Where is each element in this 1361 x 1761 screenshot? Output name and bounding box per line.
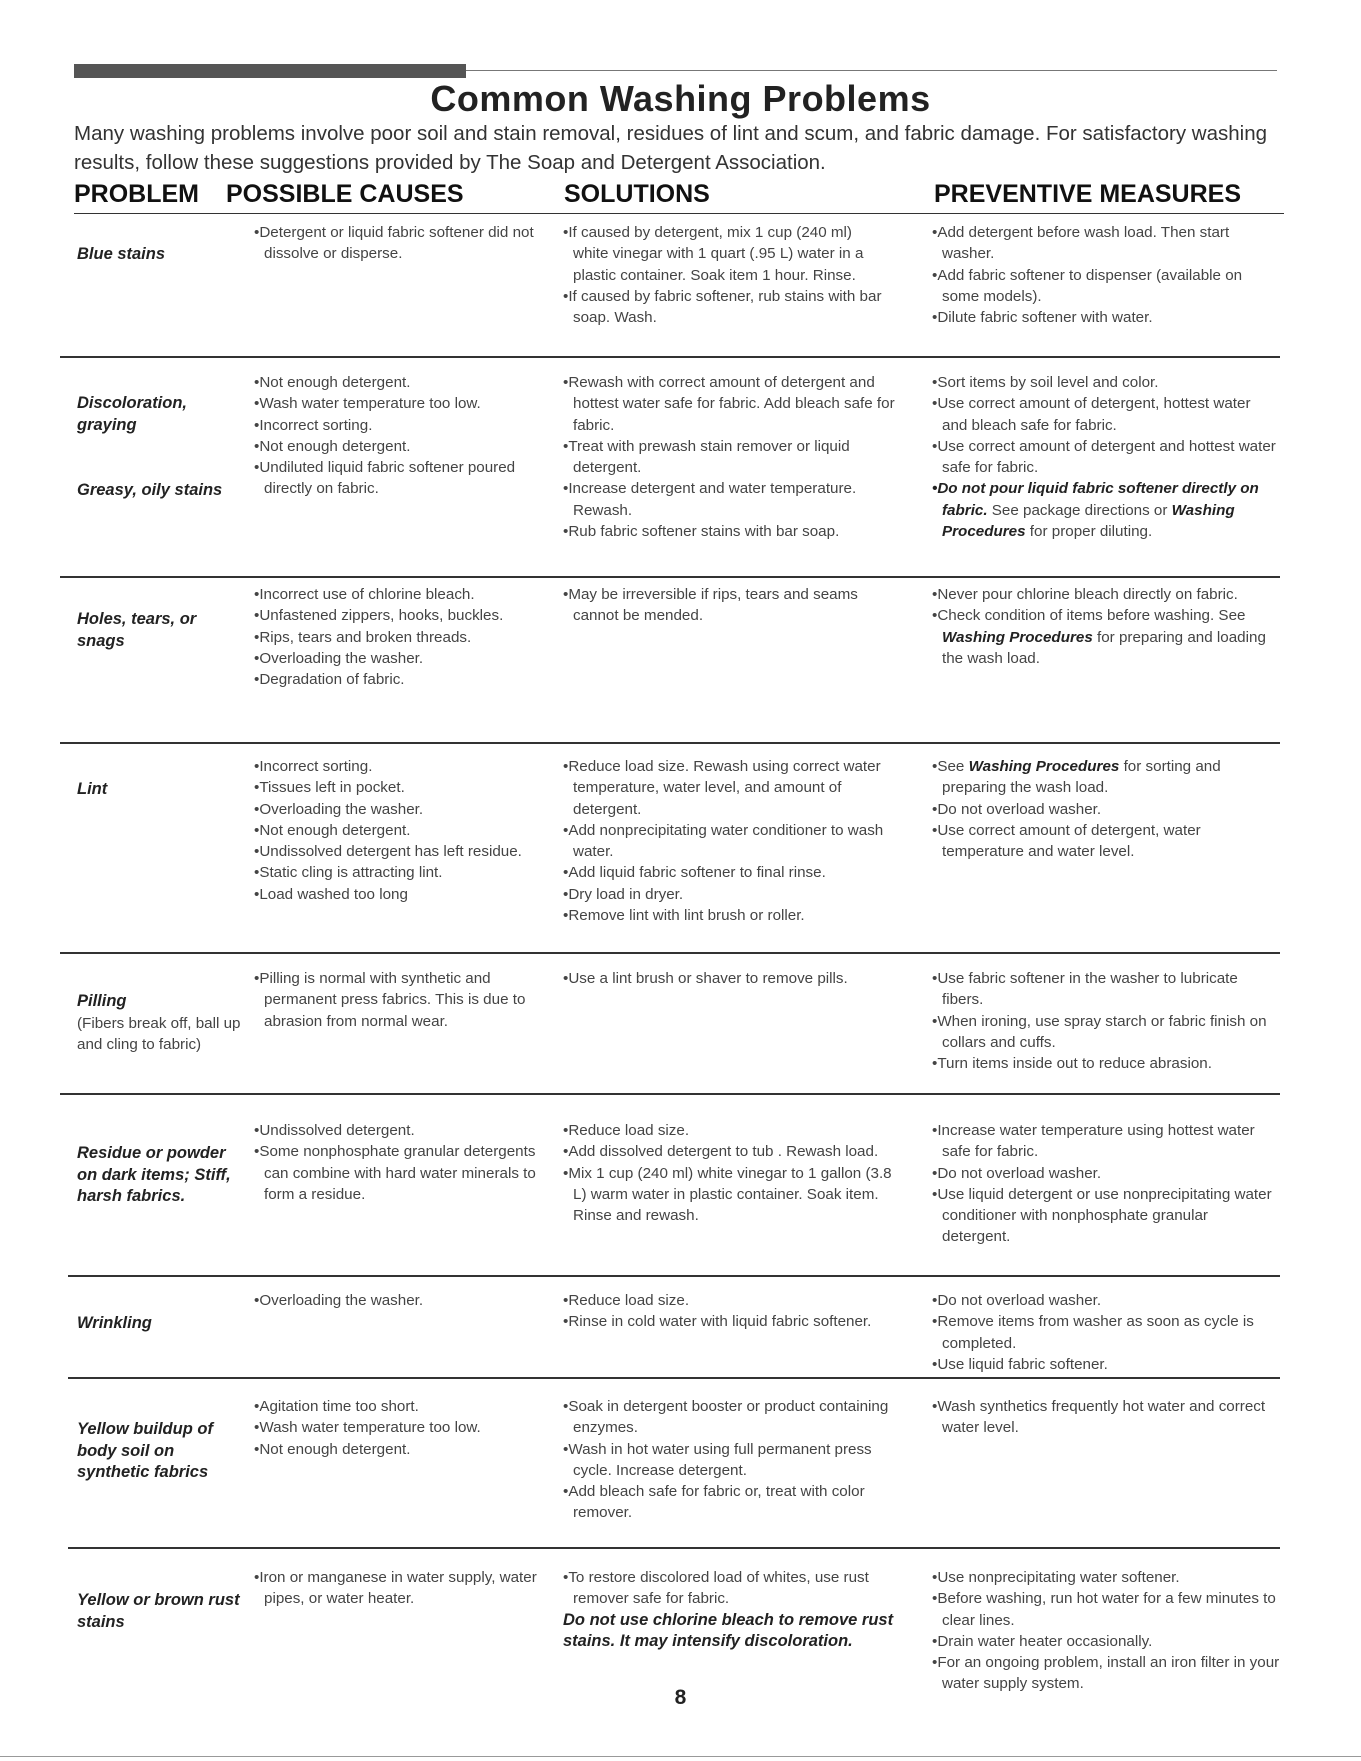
preventive-item-softener [932,478,1280,542]
bottom-edge-line [0,1756,1361,1757]
causes-wrinkling [254,1290,544,1311]
header-rule [74,213,1284,214]
cause-item: •Iron or manganese in water supply, water pipes, or water heater. [254,1569,537,1608]
preventive-pilling [932,968,1280,1074]
preventive-item: •Increase water temperature using hottest water safe for fabric. [932,1122,1255,1161]
cause-item: •Not enough detergent. [254,821,411,839]
preventive-rust-stains [932,1567,1280,1695]
preventive-item: •Add detergent before wash load. Then start washer. [932,224,1230,263]
solution-item: •Mix 1 cup (240 ml) white vinegar to 1 gallon (3.8 L) warm water in plastic container. Soak item. Rinse and rewash. [563,1164,892,1225]
causes-pilling [254,968,544,1032]
cause-item: •Degradation of fabric. [254,671,405,689]
page-title: Common Washing Problems [430,78,931,119]
solutions-lint [563,756,903,926]
preventive-item: •For an ongoing problem, install an iron filter in your water supply system. [932,1654,1280,1693]
solution-item: •Add dissolved detergent to tub . Rewash load. [563,1143,879,1161]
top-rule-thick [74,64,466,78]
problem-discoloration: Discoloration, graying [77,394,188,434]
row-divider [68,1547,1280,1549]
solution-item: •If caused by detergent, mix 1 cup (240 ml) white vinegar with 1 quart (.95 L) water in a plastic container. Soak item 1 hour. Rinse. [563,224,864,284]
cause-item: •Tissues left in pocket. [254,779,405,797]
cause-item: •Overloading the washer. [254,800,424,818]
preventive-item: •Use liquid detergent or use nonprecipitating water conditioner with nonphosphate granular detergent. [932,1185,1272,1246]
preventive-text: for sorting and preparing the wash load. [942,758,1221,797]
causes-lint [254,756,544,905]
problem-pilling: Pilling [77,992,127,1010]
top-rule-thin [466,70,1277,71]
intro-line-2: results, follow these suggestions provided by The Soap and Detergent Association. [74,151,826,174]
row-divider [60,356,1280,358]
preventive-item: •Before washing, run hot water for a few minutes to clear lines. [932,1590,1276,1629]
solution-item: •Dry load in dryer. [563,885,684,903]
washing-procedures-ref: Washing Procedures [942,501,1235,541]
column-headers [74,180,1284,214]
causes-residue [254,1120,544,1205]
preventive-item: •Do not overload washer. [932,1292,1102,1309]
solution-item: •Treat with prewash stain remover or liquid detergent. [563,437,850,477]
solution-item: •Add bleach safe for fabric or, treat with color remover. [563,1483,865,1522]
cause-item: •Not enough detergent. [254,1440,411,1458]
preventive-text: for proper diluting. [1025,523,1153,541]
cause-item: •Overloading the washer. [254,649,424,667]
intro-text [74,119,1284,177]
causes-holes-tears [254,584,544,690]
solution-item: •Soak in detergent booster or product containing enzymes. [563,1398,889,1437]
preventive-item: •Do not overload washer. [932,1164,1102,1182]
solution-item: •Wash in hot water using full permanent press cycle. Increase detergent. [563,1440,872,1479]
cause-item: •Undiluted liquid fabric softener poured directly on fabric. [254,459,516,498]
problem-residue: Residue or powder on dark items; Stiff, harsh fabrics. [77,1144,231,1205]
preventive-residue [932,1120,1280,1248]
causes-blue-stains [254,222,544,265]
preventive-item-check [932,605,1280,669]
preventive-item: •Wash synthetics frequently hot water and correct water level. [932,1398,1266,1437]
solution-item: •Add liquid fabric softener to final rinse. [563,864,826,882]
preventive-wrinkling [932,1290,1280,1375]
washing-procedures-ref: Washing Procedures [968,758,1120,775]
cause-item: •Not enough detergent. [254,374,411,391]
preventive-item: •Remove items from washer as soon as cycle is completed. [932,1313,1254,1352]
preventive-item-see [932,756,1280,799]
solution-item: •Reduce load size. [563,1122,690,1139]
row-divider [68,1275,1280,1277]
header-problem: PROBLEM [74,180,199,208]
problem-lint: Lint [77,780,108,798]
solution-item: •Reduce load size. Rewash using correct water temperature, water level, and amount of detergent. [563,758,881,818]
top-rule [74,64,1277,78]
causes-rust-stains [254,1567,544,1610]
cause-item: •Undissolved detergent. [254,1122,415,1139]
problem-wrinkling: Wrinkling [77,1314,152,1332]
preventive-item: •Sort items by soil level and color. [932,374,1159,391]
cause-item: •Static cling is attracting lint. [254,864,443,882]
solutions-holes-tears [563,584,883,627]
preventive-blue-stains [932,222,1280,328]
solution-item: •Rub fabric softener stains with bar soap. [563,523,840,541]
problem-blue-stains: Blue stains [77,245,166,263]
solution-item: •To restore discolored load of whites, use rust remover safe for fabric. [563,1569,869,1608]
cause-item: •Some nonphosphate granular detergents can combine with hard water minerals to form a residue. [254,1143,536,1203]
problem-holes-tears: Holes, tears, or snags [77,610,197,650]
preventive-item: •Use liquid fabric softener. [932,1355,1108,1373]
solution-item: •Add nonprecipitating water conditioner to wash water. [563,821,884,861]
preventive-item: •Dilute fabric softener with water. [932,309,1153,327]
preventive-text: •See [932,758,969,775]
preventive-item: •Add fabric softener to dispenser (available on some models). [932,266,1243,305]
solution-item: •If caused by fabric softener, rub stains with bar soap. Wash. [563,287,882,327]
row-divider [68,1377,1280,1379]
cause-item: •Incorrect use of chlorine bleach. [254,586,475,603]
preventive-discoloration [932,372,1280,542]
preventive-text: •Check condition of items before washing. See [932,607,1246,625]
causes-yellow-buildup [254,1396,544,1460]
cause-item: •Not enough detergent. [254,437,411,455]
cause-item: •Rips, tears and broken threads. [254,628,472,646]
washing-procedures-ref: Washing Procedures [942,628,1093,646]
cause-item: •Incorrect sorting. [254,758,373,775]
solution-item: •May be irreversible if rips, tears and seams cannot be mended. [563,586,858,625]
row-divider [60,952,1280,954]
preventive-yellow-buildup [932,1396,1280,1439]
cause-item: •Wash water temperature too low. [254,395,481,413]
preventive-item: •Turn items inside out to reduce abrasion. [932,1055,1212,1073]
preventive-text: for preparing and loading the wash load. [942,628,1266,667]
solution-warning: Do not use chlorine bleach to remove rust stains. It may intensify discoloration. [563,1610,894,1650]
solution-item: •Increase detergent and water temperature. Rewash. [563,480,857,519]
cause-item: •Undissolved detergent has left residue. [254,843,522,861]
problem-rust-stains: Yellow or brown rust stains [77,1591,240,1631]
cause-item: •Agitation time too short. [254,1398,419,1415]
preventive-item: •Use nonprecipitating water softener. [932,1569,1180,1586]
solution-item: •Rewash with correct amount of detergent and hottest water safe for fabric. Add bleach safe for fabric. [563,374,895,434]
preventive-lint [932,756,1280,862]
page-number: 8 [674,1686,687,1709]
header-causes: POSSIBLE CAUSES [226,180,464,208]
preventive-item: •Use correct amount of detergent, water temperature and water level. [932,821,1201,861]
preventive-item: •Do not overload washer. [932,800,1102,818]
solution-item: •Reduce load size. [563,1292,690,1309]
solutions-discoloration [563,372,903,542]
preventive-item: •Use correct amount of detergent, hottest water and bleach safe for fabric. [932,395,1251,434]
preventive-item: •Never pour chlorine bleach directly on fabric. [932,586,1238,603]
preventive-emphasis: •Do not pour liquid fabric softener directly on fabric. [932,480,1259,519]
solution-item: •Use a lint brush or shaver to remove pills. [563,970,848,987]
preventive-item: •Use fabric softener in the washer to lubricate fibers. [932,970,1238,1009]
problem-yellow-buildup: Yellow buildup of body soil on synthetic fabrics [77,1420,213,1481]
cause-item: •Detergent or liquid fabric softener did not dissolve or disperse. [254,224,534,263]
preventive-item: •Drain water heater occasionally. [932,1632,1153,1650]
cause-item: •Unfastened zippers, hooks, buckles. [254,607,504,625]
cause-item: •Load washed too long [254,885,408,903]
row-divider [60,742,1280,744]
header-solutions: SOLUTIONS [564,180,710,208]
preventive-text: See package directions or [987,501,1172,519]
row-divider [60,576,1280,578]
cause-item: •Pilling is normal with synthetic and permanent press fabrics. This is due to abrasion from normal wear. [254,970,526,1030]
solutions-wrinkling [563,1290,883,1333]
solution-item: •Rinse in cold water with liquid fabric softener. [563,1313,872,1331]
solutions-blue-stains [563,222,883,328]
preventive-item: •Use correct amount of detergent and hottest water safe for fabric. [932,437,1276,477]
cause-item: •Wash water temperature too low. [254,1419,481,1437]
cause-item: •Overloading the washer. [254,1292,424,1309]
problem-greasy-stains: Greasy, oily stains [77,481,223,499]
solutions-yellow-buildup [563,1396,903,1524]
solutions-residue [563,1120,903,1226]
pilling-note: (Fibers break off, ball up and cling to fabric) [77,1015,241,1054]
intro-line-1: Many washing problems involve poor soil and stain removal, residues of lint and scum, and fabric damage. For satisfactory washing [74,122,1267,145]
solution-item: •Remove lint with lint brush or roller. [563,907,805,925]
header-preventive: PREVENTIVE MEASURES [934,180,1242,208]
causes-discoloration [254,372,544,500]
row-divider [60,1093,1280,1095]
preventive-holes-tears [932,584,1280,669]
solutions-pilling [563,968,883,989]
solutions-rust-stains [563,1567,903,1652]
cause-item: •Incorrect sorting. [254,416,373,434]
preventive-item: •When ironing, use spray starch or fabric finish on collars and cuffs. [932,1012,1267,1051]
